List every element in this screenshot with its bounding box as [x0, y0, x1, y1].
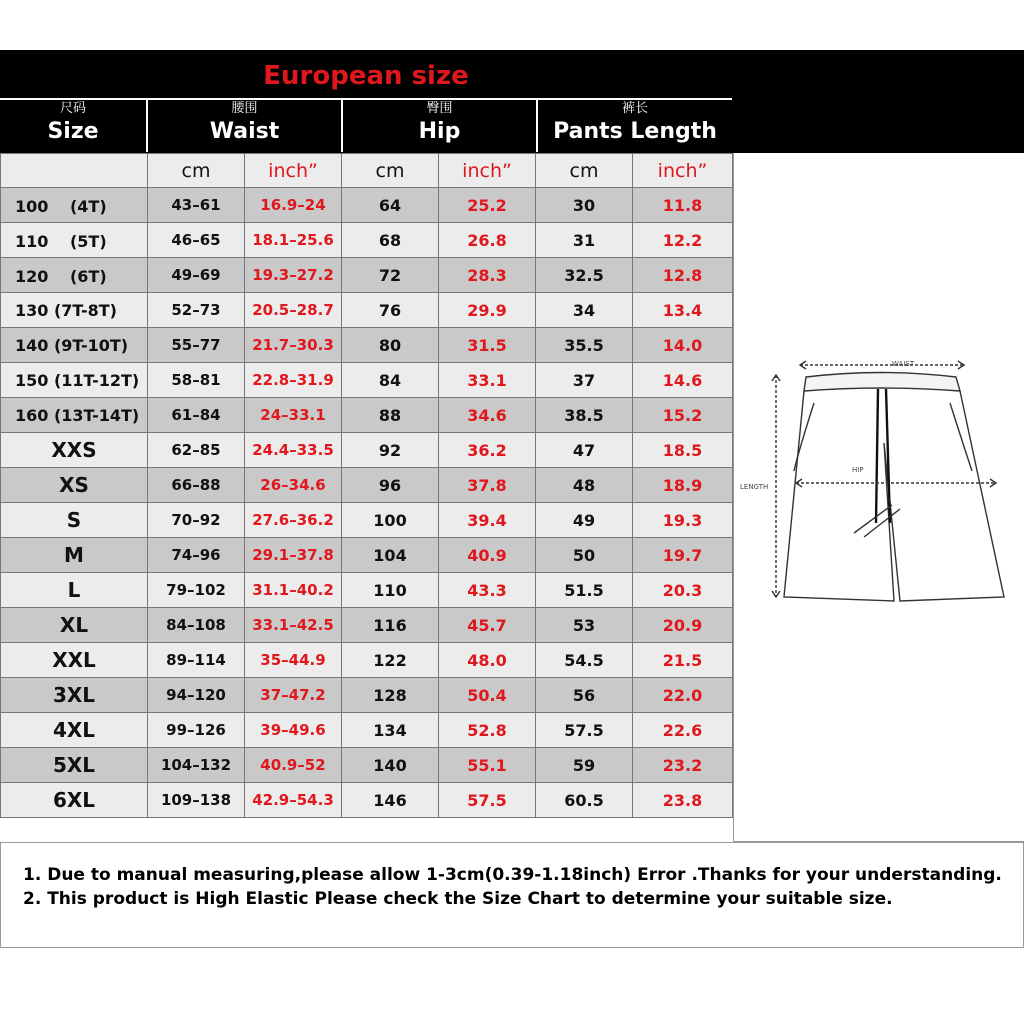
waist-cm-cell: 99–126 [148, 713, 245, 748]
hip-inch-cell: 33.1 [439, 363, 536, 398]
waist-cm-cell: 109–138 [148, 783, 245, 818]
table-row [1, 258, 733, 293]
size-cell: 120 (6T) [1, 258, 148, 293]
length-cm-cell: 37 [536, 363, 633, 398]
waist-inch-cell: 24.4–33.5 [245, 433, 342, 468]
header-size-en: Size [47, 119, 99, 144]
table-row [1, 643, 733, 678]
length-cm-cell: 56 [536, 678, 633, 713]
waist-inch-cell: 39–49.6 [245, 713, 342, 748]
hip-inch-cell: 48.0 [439, 643, 536, 678]
size-cell: 6XL [1, 783, 148, 818]
hip-cm-cell: 96 [342, 468, 439, 503]
hip-inch-cell: 50.4 [439, 678, 536, 713]
waist-cm-cell: 74–96 [148, 538, 245, 573]
size-cell: 160 (13T-14T) [1, 398, 148, 433]
waist-inch-cell: 19.3–27.2 [245, 258, 342, 293]
shorts-diagram-panel [733, 153, 1024, 842]
length-inch-cell: 18.5 [633, 433, 733, 468]
size-table-body [1, 154, 733, 818]
hip-cm-cell: 64 [342, 188, 439, 223]
size-cell: 100 (4T) [1, 188, 148, 223]
table-row [1, 783, 733, 818]
length-inch-cell: 21.5 [633, 643, 733, 678]
unit-cm: cm [536, 154, 633, 188]
size-cell: XL [1, 608, 148, 643]
hip-cm-cell: 104 [342, 538, 439, 573]
length-cm-cell: 59 [536, 748, 633, 783]
length-inch-cell: 23.2 [633, 748, 733, 783]
hip-inch-cell: 25.2 [439, 188, 536, 223]
length-cm-cell: 31 [536, 223, 633, 258]
unit-blank [1, 154, 148, 188]
size-cell: 110 (5T) [1, 223, 148, 258]
hip-inch-cell: 43.3 [439, 573, 536, 608]
hip-cm-cell: 92 [342, 433, 439, 468]
table-row [1, 363, 733, 398]
hip-inch-cell: 39.4 [439, 503, 536, 538]
hip-inch-cell: 26.8 [439, 223, 536, 258]
size-cell: 4XL [1, 713, 148, 748]
shorts-outline [784, 391, 1004, 601]
hip-cm-cell: 146 [342, 783, 439, 818]
hip-cm-cell: 68 [342, 223, 439, 258]
waist-inch-cell: 24–33.1 [245, 398, 342, 433]
length-inch-cell: 19.3 [633, 503, 733, 538]
header-size [0, 100, 146, 152]
table-row [1, 433, 733, 468]
size-cell: 130 (7T-8T) [1, 293, 148, 328]
length-cm-cell: 47 [536, 433, 633, 468]
header-hip-cn: 臀围 [426, 101, 453, 116]
note-1: 1. Due to manual measuring,please allow 1-3cm(0.39-1.18inch) Error .Thanks for your understanding. [23, 865, 1002, 885]
table-row [1, 503, 733, 538]
hip-inch-cell: 55.1 [439, 748, 536, 783]
length-cm-cell: 30 [536, 188, 633, 223]
length-inch-cell: 22.6 [633, 713, 733, 748]
header-waist-en: Waist [209, 119, 280, 144]
header-pants-length [538, 100, 732, 152]
hip-cm-cell: 110 [342, 573, 439, 608]
length-inch-cell: 23.8 [633, 783, 733, 818]
length-inch-cell: 20.3 [633, 573, 733, 608]
table-row [1, 678, 733, 713]
shorts-measurement-diagram [734, 153, 1024, 841]
size-cell: XS [1, 468, 148, 503]
waist-cm-cell: 79–102 [148, 573, 245, 608]
size-table [0, 153, 733, 818]
hip-cm-cell: 76 [342, 293, 439, 328]
table-row [1, 608, 733, 643]
waist-cm-cell: 43–61 [148, 188, 245, 223]
table-row [1, 748, 733, 783]
length-cm-cell: 54.5 [536, 643, 633, 678]
header-hip [343, 100, 536, 152]
waist-inch-cell: 35–44.9 [245, 643, 342, 678]
length-cm-cell: 32.5 [536, 258, 633, 293]
waist-cm-cell: 84–108 [148, 608, 245, 643]
waist-cm-cell: 46–65 [148, 223, 245, 258]
length-inch-cell: 15.2 [633, 398, 733, 433]
length-cm-cell: 38.5 [536, 398, 633, 433]
length-inch-cell: 12.2 [633, 223, 733, 258]
waist-inch-cell: 29.1–37.8 [245, 538, 342, 573]
hip-cm-cell: 140 [342, 748, 439, 783]
waist-inch-cell: 18.1–25.6 [245, 223, 342, 258]
hip-inch-cell: 36.2 [439, 433, 536, 468]
waist-cm-cell: 70–92 [148, 503, 245, 538]
waist-cm-cell: 104–132 [148, 748, 245, 783]
unit-inch: inch” [439, 154, 536, 188]
hip-cm-cell: 80 [342, 328, 439, 363]
hip-cm-cell: 116 [342, 608, 439, 643]
table-row [1, 713, 733, 748]
size-cell: 150 (11T-12T) [1, 363, 148, 398]
hip-cm-cell: 100 [342, 503, 439, 538]
hip-cm-cell: 122 [342, 643, 439, 678]
waist-cm-cell: 89–114 [148, 643, 245, 678]
length-inch-cell: 14.0 [633, 328, 733, 363]
length-cm-cell: 60.5 [536, 783, 633, 818]
hip-inch-cell: 37.8 [439, 468, 536, 503]
length-inch-cell: 20.9 [633, 608, 733, 643]
hip-inch-cell: 29.9 [439, 293, 536, 328]
table-row [1, 188, 733, 223]
table-row [1, 538, 733, 573]
unit-row [1, 154, 733, 188]
waist-cm-cell: 66–88 [148, 468, 245, 503]
hip-cm-cell: 72 [342, 258, 439, 293]
waist-inch-cell: 42.9–54.3 [245, 783, 342, 818]
waist-inch-cell: 27.6–36.2 [245, 503, 342, 538]
table-row [1, 223, 733, 258]
chart-title: European size [263, 61, 469, 91]
waist-cm-cell: 61–84 [148, 398, 245, 433]
waist-inch-cell: 26–34.6 [245, 468, 342, 503]
hip-cm-cell: 128 [342, 678, 439, 713]
waist-label: WAIST [892, 360, 915, 368]
length-inch-cell: 19.7 [633, 538, 733, 573]
waist-inch-cell: 37–47.2 [245, 678, 342, 713]
length-cm-cell: 53 [536, 608, 633, 643]
table-row [1, 328, 733, 363]
waist-inch-cell: 22.8–31.9 [245, 363, 342, 398]
waistband-shape [804, 373, 960, 392]
length-inch-cell: 12.8 [633, 258, 733, 293]
hip-cm-cell: 134 [342, 713, 439, 748]
length-cm-cell: 48 [536, 468, 633, 503]
size-cell: 3XL [1, 678, 148, 713]
unit-inch: inch” [245, 154, 342, 188]
size-cell: M [1, 538, 148, 573]
size-cell: L [1, 573, 148, 608]
waist-inch-cell: 16.9–24 [245, 188, 342, 223]
length-inch-cell: 14.6 [633, 363, 733, 398]
table-row [1, 398, 733, 433]
hip-inch-cell: 45.7 [439, 608, 536, 643]
header-length-en: Pants Length [553, 119, 717, 144]
waist-inch-cell: 21.7–30.3 [245, 328, 342, 363]
size-cell: XXS [1, 433, 148, 468]
size-cell: S [1, 503, 148, 538]
header-length-cn: 裤长 [621, 101, 648, 116]
waist-cm-cell: 55–77 [148, 328, 245, 363]
length-cm-cell: 57.5 [536, 713, 633, 748]
hip-cm-cell: 84 [342, 363, 439, 398]
length-cm-cell: 51.5 [536, 573, 633, 608]
table-row [1, 468, 733, 503]
table-row [1, 293, 733, 328]
unit-inch: inch” [633, 154, 733, 188]
unit-cm: cm [148, 154, 245, 188]
waist-cm-cell: 52–73 [148, 293, 245, 328]
hip-inch-cell: 31.5 [439, 328, 536, 363]
hip-label: HIP [852, 466, 864, 474]
table-row [1, 573, 733, 608]
hip-inch-cell: 28.3 [439, 258, 536, 293]
waist-cm-cell: 62–85 [148, 433, 245, 468]
unit-cm: cm [342, 154, 439, 188]
header-waist-cn: 腰围 [231, 101, 258, 116]
waist-inch-cell: 40.9–52 [245, 748, 342, 783]
length-inch-cell: 11.8 [633, 188, 733, 223]
header-hip-en: Hip [418, 119, 461, 144]
length-label: LENGTH [740, 483, 769, 491]
length-cm-cell: 49 [536, 503, 633, 538]
waist-inch-cell: 31.1–40.2 [245, 573, 342, 608]
size-cell: 140 (9T-10T) [1, 328, 148, 363]
length-cm-cell: 35.5 [536, 328, 633, 363]
size-cell: 5XL [1, 748, 148, 783]
waist-cm-cell: 94–120 [148, 678, 245, 713]
length-cm-cell: 34 [536, 293, 633, 328]
notes-box [0, 842, 1024, 948]
waist-inch-cell: 33.1–42.5 [245, 608, 342, 643]
header-size-cn: 尺码 [59, 101, 86, 116]
length-inch-cell: 13.4 [633, 293, 733, 328]
waist-cm-cell: 58–81 [148, 363, 245, 398]
note-2: 2. This product is High Elastic Please check the Size Chart to determine your suitable size. [23, 889, 893, 909]
size-cell: XXL [1, 643, 148, 678]
waist-inch-cell: 20.5–28.7 [245, 293, 342, 328]
hip-inch-cell: 34.6 [439, 398, 536, 433]
length-cm-cell: 50 [536, 538, 633, 573]
hip-inch-cell: 40.9 [439, 538, 536, 573]
length-inch-cell: 18.9 [633, 468, 733, 503]
hip-inch-cell: 52.8 [439, 713, 536, 748]
waist-cm-cell: 49–69 [148, 258, 245, 293]
header-waist [148, 100, 341, 152]
hip-inch-cell: 57.5 [439, 783, 536, 818]
length-inch-cell: 22.0 [633, 678, 733, 713]
hip-cm-cell: 88 [342, 398, 439, 433]
